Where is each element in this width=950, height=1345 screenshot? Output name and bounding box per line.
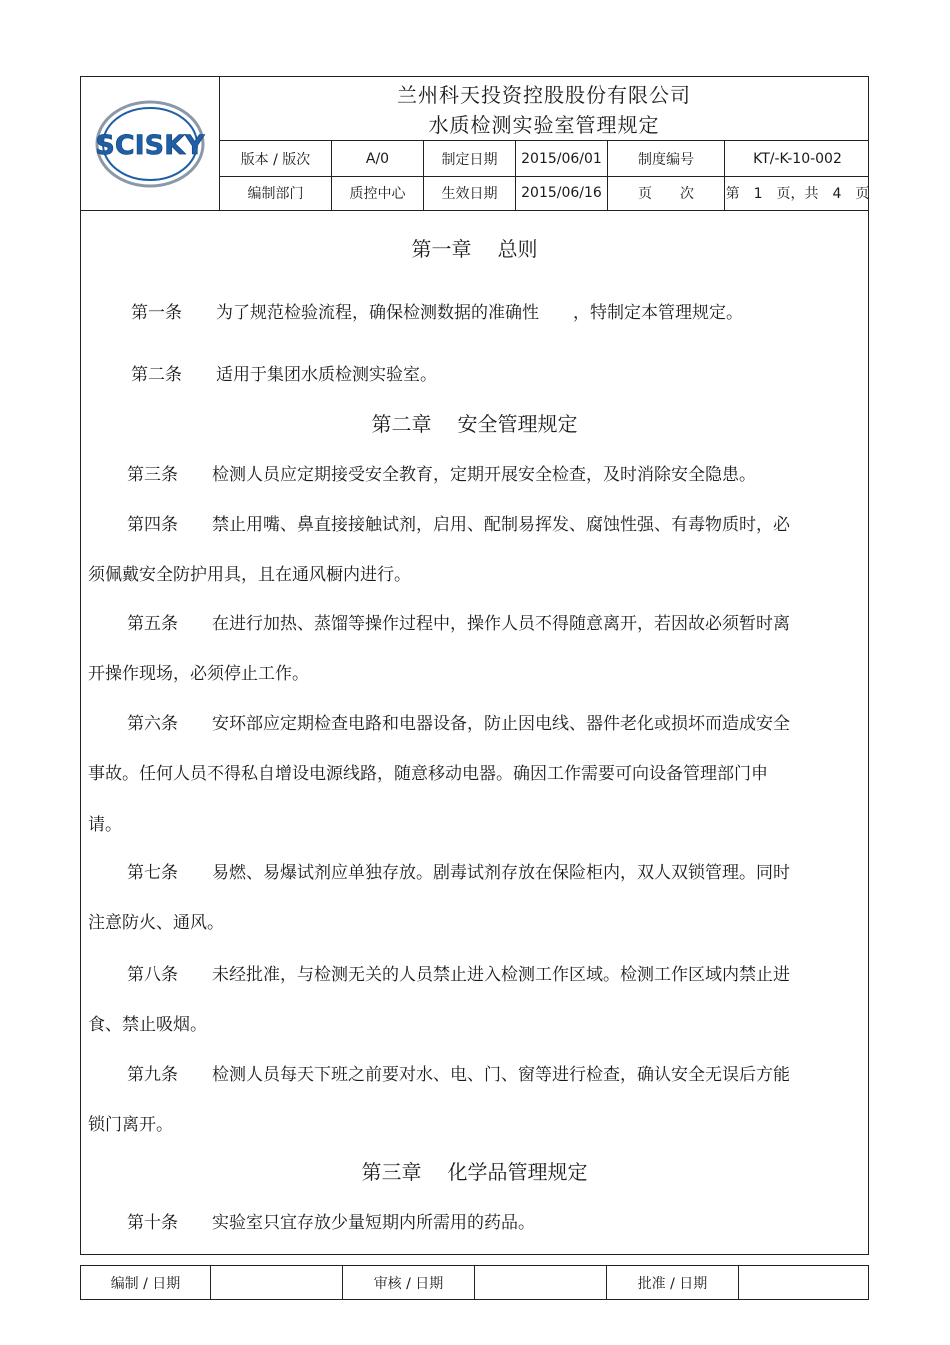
article-7 xyxy=(127,858,790,883)
scisky-logo xyxy=(94,99,206,189)
article-label: 第十条 xyxy=(127,1213,178,1233)
article-10 xyxy=(127,1208,535,1233)
prepared-by-label: 编制 / 日期 xyxy=(81,1266,211,1299)
article-1 xyxy=(131,298,743,323)
meta-grid xyxy=(220,141,868,210)
article-label: 第二条 xyxy=(131,365,182,385)
page-value: 第 1 页，共 4 页 xyxy=(725,186,870,202)
document-header xyxy=(80,76,869,211)
article-text: 在进行加热、蒸馏等操作过程中，操作人员不得随意离开，若因故必须暂时离 xyxy=(212,614,790,634)
doc-number-label: 制度编号 xyxy=(608,141,725,176)
article-5-continued: 开操作现场，必须停止工作。 xyxy=(88,664,309,684)
article-5 xyxy=(127,609,790,634)
article-8 xyxy=(127,960,790,985)
article-8-continued: 食、禁止吸烟。 xyxy=(88,1015,207,1035)
effective-date-value: 2015/06/16 xyxy=(516,176,608,210)
article-text: 适用于集团水质检测实验室。 xyxy=(216,365,437,385)
article-label: 第九条 xyxy=(127,1065,178,1085)
article-text: 易燃、易爆试剂应单独存放。剧毒试剂存放在保险柜内，双人双锁管理。同时 xyxy=(212,863,790,883)
article-9-continued: 锁门离开。 xyxy=(88,1115,173,1135)
article-text: 禁止用嘴、鼻直接接触试剂，启用、配制易挥发、腐蚀性强、有毒物质时，必 xyxy=(212,515,790,535)
article-6-continued-2: 请。 xyxy=(88,815,122,835)
approved-by-field xyxy=(739,1266,867,1299)
department-label: 编制部门 xyxy=(220,176,332,210)
prepared-by-field xyxy=(211,1266,343,1299)
article-2 xyxy=(131,360,437,385)
meta-row-1 xyxy=(220,141,868,177)
signature-footer xyxy=(80,1265,869,1300)
chapter-number: 第一章 xyxy=(411,237,472,261)
chapter-title: 安全管理规定 xyxy=(457,412,578,436)
effective-date-label: 生效日期 xyxy=(424,176,516,210)
approved-by-label: 批准 / 日期 xyxy=(607,1266,739,1299)
article-7-continued: 注意防火、通风。 xyxy=(88,913,224,933)
chapter-number: 第二章 xyxy=(371,412,432,436)
article-3 xyxy=(127,460,756,485)
department-value: 质控中心 xyxy=(332,176,424,210)
version-label: 版本 / 版次 xyxy=(220,141,332,176)
company-name: 兰州科天投资控股股份有限公司 xyxy=(397,83,691,107)
article-label: 第三条 xyxy=(127,465,178,485)
chapter-title: 总则 xyxy=(497,237,538,261)
article-label: 第四条 xyxy=(127,515,178,535)
title-area xyxy=(220,77,868,141)
article-text: 检测人员应定期接受安全教育，定期开展安全检查，及时消除安全隐患。 xyxy=(212,465,756,485)
article-label: 第六条 xyxy=(127,714,178,734)
created-date-value: 2015/06/01 xyxy=(516,141,608,176)
chapter-1-heading xyxy=(81,233,868,262)
document-body xyxy=(80,210,869,1255)
article-4 xyxy=(127,510,790,535)
article-label: 第八条 xyxy=(127,965,178,985)
created-date-label: 制定日期 xyxy=(424,141,516,176)
reviewed-by-label: 审核 / 日期 xyxy=(343,1266,475,1299)
article-text: 安环部应定期检查电路和电器设备，防止因电线、器件老化或损坏而造成安全 xyxy=(212,714,790,734)
chapter-number: 第三章 xyxy=(361,1160,422,1184)
article-6-continued: 事故。任何人员不得私自增设电源线路，随意移动电器。确因工作需要可向设备管理部门申 xyxy=(88,764,768,784)
page-label: 页 次 xyxy=(608,176,725,210)
version-value: A/0 xyxy=(332,141,424,176)
reviewed-by-field xyxy=(475,1266,607,1299)
doc-number-value: KT/-K-10-002 xyxy=(753,150,842,167)
article-text: 为了规范检验流程，确保检测数据的准确性 ，特制定本管理规定。 xyxy=(216,303,743,323)
article-label: 第五条 xyxy=(127,614,178,634)
chapter-title: 化学品管理规定 xyxy=(447,1160,588,1184)
logo-text: SCISKY xyxy=(95,129,205,161)
article-9 xyxy=(127,1060,790,1085)
article-text: 检测人员每天下班之前要对水、电、门、窗等进行检查，确认安全无误后方能 xyxy=(212,1065,790,1085)
article-4-continued: 须佩戴安全防护用具，且在通风橱内进行。 xyxy=(88,565,411,585)
article-text: 实验室只宜存放少量短期内所需用的药品。 xyxy=(212,1213,535,1233)
article-text: 未经批准，与检测无关的人员禁止进入检测工作区域。检测工作区域内禁止进 xyxy=(212,965,790,985)
logo-cell xyxy=(81,77,220,210)
article-label: 第七条 xyxy=(127,863,178,883)
chapter-2-heading xyxy=(81,408,868,437)
article-label: 第一条 xyxy=(131,303,182,323)
article-6 xyxy=(127,709,790,734)
document-title: 水质检测实验室管理规定 xyxy=(428,113,660,137)
meta-row-2 xyxy=(220,176,868,210)
chapter-3-heading xyxy=(81,1156,868,1185)
